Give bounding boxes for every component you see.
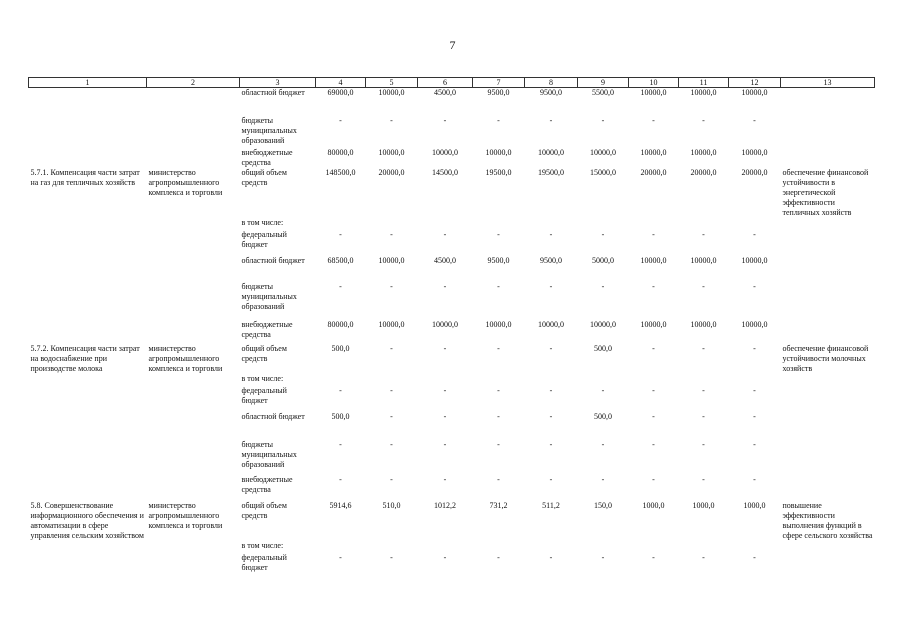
amount-cell: 4500,0 (434, 88, 456, 97)
amount-cell (316, 218, 366, 230)
amount-cell: 10000,0 (640, 256, 667, 265)
executor-cell (147, 386, 240, 412)
amount-cell: 5000,0 (592, 256, 614, 265)
amount-cell: 69000,0 (327, 88, 354, 97)
amount-cell: - (443, 344, 447, 353)
measure-name-cell (29, 230, 147, 256)
measure-name-cell (29, 320, 147, 344)
amount-cell: 150,0 (594, 501, 612, 510)
amount-cell: - (702, 386, 705, 395)
amount-cell: 20000,0 (640, 168, 667, 177)
amount-cell: - (753, 475, 756, 484)
amount-cell: 10000,0 (590, 320, 616, 329)
table-row (29, 116, 875, 148)
amount-cell: - (497, 230, 500, 239)
amount-cell: - (497, 475, 500, 484)
amount-cell: - (753, 282, 756, 291)
amount-cell: - (601, 475, 605, 484)
amount-cell: 10000,0 (378, 256, 405, 265)
amount-cell: 10000,0 (590, 148, 616, 157)
column-header: 12 (729, 78, 781, 88)
amount-cell: 500,0 (331, 412, 350, 421)
column-header: 11 (679, 78, 729, 88)
amount-cell: - (753, 344, 756, 353)
amount-cell: 500,0 (331, 344, 350, 353)
amount-cell: - (339, 282, 342, 291)
amount-cell: - (549, 412, 553, 421)
page-number: 7 (449, 38, 456, 52)
expected-result-cell (781, 88, 875, 117)
column-header: 9 (578, 78, 629, 88)
amount-cell: 10000,0 (741, 256, 768, 265)
expected-result-cell (781, 412, 875, 440)
amount-cell: - (652, 412, 655, 421)
amount-cell: - (652, 553, 655, 562)
table-row (29, 230, 875, 256)
executor-cell (147, 282, 240, 320)
column-header: 10 (629, 78, 679, 88)
expected-result-cell (781, 475, 875, 501)
amount-cell: - (753, 386, 756, 395)
amount-cell: - (390, 440, 393, 449)
amount-cell: 1000,0 (642, 501, 665, 510)
amount-cell: - (652, 344, 655, 353)
expected-result-cell (781, 440, 875, 475)
amount-cell (418, 218, 473, 230)
executor-cell (147, 218, 240, 230)
amount-cell: 10000,0 (690, 88, 717, 97)
funding-source-cell: внебюджетные средства (241, 320, 293, 339)
amount-cell: - (390, 282, 393, 291)
amount-cell: 731,2 (489, 501, 508, 510)
expected-result-cell (781, 148, 875, 168)
executor-cell: министерство агропромышленного комплекса и торговли (148, 344, 223, 373)
executor-cell (147, 475, 240, 501)
amount-cell: 80000,0 (327, 148, 354, 157)
expected-result-cell: обеспечение финансовой устойчивости в энергетической эффективности тепличных хозяйств (782, 168, 869, 217)
amount-cell (578, 541, 629, 553)
executor-cell: министерство агропромышленного комплекса и торговли (148, 168, 223, 197)
amount-cell (679, 218, 729, 230)
executor-cell (147, 230, 240, 256)
expected-result-cell (781, 374, 875, 386)
funding-source-cell: областной бюджет (241, 88, 305, 97)
funding-source-cell: в том числе: (241, 218, 284, 227)
amount-cell: - (549, 344, 553, 353)
amount-cell (473, 374, 525, 386)
amount-cell: - (443, 440, 447, 449)
funding-source-cell: внебюджетные средства (241, 148, 293, 167)
measure-name-cell (29, 475, 147, 501)
funding-source-cell: общий объем средств (241, 501, 287, 520)
amount-cell: 1000,0 (743, 501, 766, 510)
measure-name-cell (29, 218, 147, 230)
table-row (29, 88, 875, 117)
amount-cell: - (652, 440, 655, 449)
amount-cell: - (443, 230, 447, 239)
amount-cell: 5500,0 (592, 88, 614, 97)
amount-cell (366, 541, 418, 553)
funding-source-cell: федеральный бюджет (241, 386, 287, 405)
amount-cell (629, 374, 679, 386)
column-header: 3 (240, 78, 316, 88)
measure-name-cell (29, 553, 147, 577)
expected-result-cell (781, 256, 875, 282)
amount-cell (729, 541, 781, 553)
amount-cell: - (497, 116, 500, 125)
executor-cell (147, 541, 240, 553)
expected-result-cell (781, 320, 875, 344)
amount-cell: - (390, 116, 393, 125)
amount-cell: - (443, 386, 447, 395)
table-row (29, 218, 875, 230)
expected-result-cell: обеспечение финансовой устойчивости молочных хозяйств (782, 344, 869, 373)
amount-cell: - (339, 440, 342, 449)
column-number-row (29, 78, 875, 88)
amount-cell: 10000,0 (690, 148, 717, 157)
amount-cell (578, 374, 629, 386)
column-header: 2 (147, 78, 240, 88)
funding-source-cell: федеральный бюджет (241, 553, 287, 572)
table-row (29, 148, 875, 168)
funding-source-cell: внебюджетные средства (241, 475, 293, 494)
amount-cell: 1000,0 (692, 501, 715, 510)
funding-source-cell: областной бюджет (241, 412, 305, 421)
amount-cell: 10000,0 (378, 88, 405, 97)
executor-cell (147, 440, 240, 475)
table-row (29, 412, 875, 440)
amount-cell (629, 218, 679, 230)
amount-cell: - (601, 116, 605, 125)
column-header: 7 (473, 78, 525, 88)
amount-cell: - (702, 230, 705, 239)
amount-cell: 5914,6 (329, 501, 352, 510)
measure-name-cell (29, 374, 147, 386)
table-row (29, 282, 875, 320)
measure-name-cell: 5.8. Совершенствование информационного обеспечения и автоматизации в сфере управления сельским хозяйством (30, 501, 144, 540)
amount-cell (316, 374, 366, 386)
amount-cell: - (549, 475, 553, 484)
amount-cell: 9500,0 (540, 88, 562, 97)
amount-cell: - (549, 386, 553, 395)
amount-cell: - (390, 412, 393, 421)
expected-result-cell (781, 116, 875, 148)
amount-cell: - (753, 230, 756, 239)
measure-name-cell (29, 116, 147, 148)
amount-cell: - (443, 282, 447, 291)
column-header: 5 (366, 78, 418, 88)
amount-cell: - (601, 386, 605, 395)
measure-name-cell (29, 282, 147, 320)
amount-cell (525, 541, 578, 553)
amount-cell (473, 541, 525, 553)
measure-name-cell (29, 148, 147, 168)
executor-cell (147, 553, 240, 577)
amount-cell (729, 218, 781, 230)
expected-result-cell (781, 553, 875, 577)
amount-cell: - (390, 553, 393, 562)
table-row (29, 168, 875, 218)
amount-cell: 10000,0 (640, 320, 667, 329)
amount-cell: 9500,0 (487, 256, 510, 265)
amount-cell: - (652, 386, 655, 395)
amount-cell: 500,0 (594, 412, 612, 421)
amount-cell: - (702, 412, 705, 421)
amount-cell: 10000,0 (690, 256, 717, 265)
column-header: 6 (418, 78, 473, 88)
amount-cell: - (549, 116, 553, 125)
measure-name-cell (29, 541, 147, 553)
amount-cell: 10000,0 (690, 320, 717, 329)
expected-result-cell (781, 386, 875, 412)
amount-cell: - (497, 440, 500, 449)
amount-cell: - (601, 553, 605, 562)
measure-name-cell (29, 412, 147, 440)
amount-cell: - (497, 412, 500, 421)
funding-source-cell: бюджеты муниципальных образований (241, 282, 297, 311)
amount-cell: - (549, 440, 553, 449)
amount-cell: - (549, 282, 553, 291)
table-row (29, 541, 875, 553)
amount-cell: - (443, 553, 447, 562)
measure-name-cell (29, 386, 147, 412)
table-row (29, 344, 875, 374)
amount-cell: 4500,0 (434, 256, 456, 265)
executor-cell (147, 116, 240, 148)
amount-cell: 10000,0 (640, 88, 667, 97)
column-header: 8 (525, 78, 578, 88)
executor-cell (147, 148, 240, 168)
amount-cell: - (753, 440, 756, 449)
program-funding-table (28, 77, 875, 577)
amount-cell: 10000,0 (538, 320, 564, 329)
amount-cell: 19500,0 (538, 168, 564, 177)
amount-cell: 10000,0 (741, 320, 768, 329)
amount-cell: 10000,0 (485, 320, 512, 329)
amount-cell: - (601, 282, 605, 291)
amount-cell: - (443, 412, 447, 421)
amount-cell (418, 541, 473, 553)
table-row (29, 553, 875, 577)
amount-cell: - (549, 230, 553, 239)
amount-cell: - (497, 386, 500, 395)
measure-name-cell (29, 88, 147, 117)
executor-cell (147, 412, 240, 440)
funding-source-cell: в том числе: (241, 541, 284, 550)
expected-result-cell (781, 230, 875, 256)
amount-cell: - (652, 116, 655, 125)
funding-source-cell: общий объем средств (241, 168, 287, 187)
amount-cell: - (390, 386, 393, 395)
measure-name-cell (29, 440, 147, 475)
amount-cell: - (753, 116, 756, 125)
funding-source-cell: бюджеты муниципальных образований (241, 116, 297, 145)
amount-cell: 10000,0 (538, 148, 564, 157)
amount-cell (418, 374, 473, 386)
amount-cell: - (753, 412, 756, 421)
amount-cell: 10000,0 (432, 320, 458, 329)
table-row (29, 475, 875, 501)
amount-cell: - (339, 475, 342, 484)
amount-cell (366, 218, 418, 230)
amount-cell: - (702, 475, 705, 484)
amount-cell: - (339, 230, 342, 239)
measure-name-cell: 5.7.1. Компенсация части затрат на газ для тепличных хозяйств (30, 168, 140, 187)
funding-source-cell: общий объем средств (241, 344, 287, 363)
amount-cell (629, 541, 679, 553)
amount-cell: 10000,0 (485, 148, 512, 157)
funding-source-cell: бюджеты муниципальных образований (241, 440, 297, 469)
amount-cell: 9500,0 (540, 256, 562, 265)
amount-cell: 14500,0 (432, 168, 458, 177)
amount-cell: 20000,0 (690, 168, 717, 177)
amount-cell: - (390, 475, 393, 484)
amount-cell: 20000,0 (741, 168, 768, 177)
funding-source-cell: в том числе: (241, 374, 284, 383)
amount-cell: 1012,2 (434, 501, 456, 510)
amount-cell: - (339, 553, 342, 562)
amount-cell: 15000,0 (590, 168, 616, 177)
amount-cell: 10000,0 (378, 148, 405, 157)
amount-cell: - (753, 553, 756, 562)
expected-result-cell (781, 282, 875, 320)
amount-cell: - (702, 553, 705, 562)
amount-cell: 10000,0 (640, 148, 667, 157)
amount-cell: - (702, 116, 705, 125)
amount-cell: 511,2 (542, 501, 560, 510)
amount-cell: - (497, 344, 500, 353)
amount-cell: - (702, 344, 705, 353)
executor-cell (147, 374, 240, 386)
table-row (29, 501, 875, 541)
amount-cell (316, 541, 366, 553)
measure-name-cell (29, 256, 147, 282)
expected-result-cell (781, 541, 875, 553)
amount-cell: - (652, 230, 655, 239)
amount-cell: 68500,0 (327, 256, 354, 265)
table-row (29, 440, 875, 475)
amount-cell: 20000,0 (378, 168, 405, 177)
amount-cell: - (601, 230, 605, 239)
funding-source-cell: федеральный бюджет (241, 230, 287, 249)
amount-cell: 9500,0 (487, 88, 510, 97)
amount-cell: - (497, 282, 500, 291)
amount-cell (473, 218, 525, 230)
column-header: 1 (29, 78, 147, 88)
amount-cell: 148500,0 (325, 168, 356, 177)
amount-cell: 500,0 (594, 344, 612, 353)
amount-cell: 10000,0 (432, 148, 458, 157)
amount-cell: 10000,0 (378, 320, 405, 329)
table-body (29, 88, 875, 578)
table-row (29, 386, 875, 412)
amount-cell (578, 218, 629, 230)
amount-cell: - (549, 553, 553, 562)
amount-cell: - (702, 282, 705, 291)
executor-cell: министерство агропромышленного комплекса и торговли (148, 501, 223, 530)
expected-result-cell: повышение эффективности выполнения функций в сфере сельского хозяйства (782, 501, 873, 540)
funding-source-cell: областной бюджет (241, 256, 305, 265)
executor-cell (147, 88, 240, 117)
amount-cell: 510,0 (382, 501, 401, 510)
amount-cell: - (443, 116, 447, 125)
amount-cell: - (390, 344, 393, 353)
table-row (29, 374, 875, 386)
expected-result-cell (781, 218, 875, 230)
table-row (29, 320, 875, 344)
amount-cell: 19500,0 (485, 168, 512, 177)
table-row (29, 256, 875, 282)
amount-cell (525, 218, 578, 230)
executor-cell (147, 256, 240, 282)
amount-cell: - (497, 553, 500, 562)
amount-cell: - (652, 475, 655, 484)
amount-cell: - (339, 386, 342, 395)
amount-cell (679, 541, 729, 553)
amount-cell (366, 374, 418, 386)
amount-cell: - (652, 282, 655, 291)
column-header: 13 (781, 78, 875, 88)
amount-cell: - (339, 116, 342, 125)
amount-cell (729, 374, 781, 386)
measure-name-cell: 5.7.2. Компенсация части затрат на водоснабжение при производстве молока (30, 344, 140, 373)
column-header: 4 (316, 78, 366, 88)
amount-cell: - (443, 475, 447, 484)
amount-cell (679, 374, 729, 386)
amount-cell: - (702, 440, 705, 449)
amount-cell: 10000,0 (741, 88, 768, 97)
executor-cell (147, 320, 240, 344)
amount-cell: - (390, 230, 393, 239)
amount-cell: - (601, 440, 605, 449)
amount-cell (525, 374, 578, 386)
amount-cell: 10000,0 (741, 148, 768, 157)
amount-cell: 80000,0 (327, 320, 354, 329)
